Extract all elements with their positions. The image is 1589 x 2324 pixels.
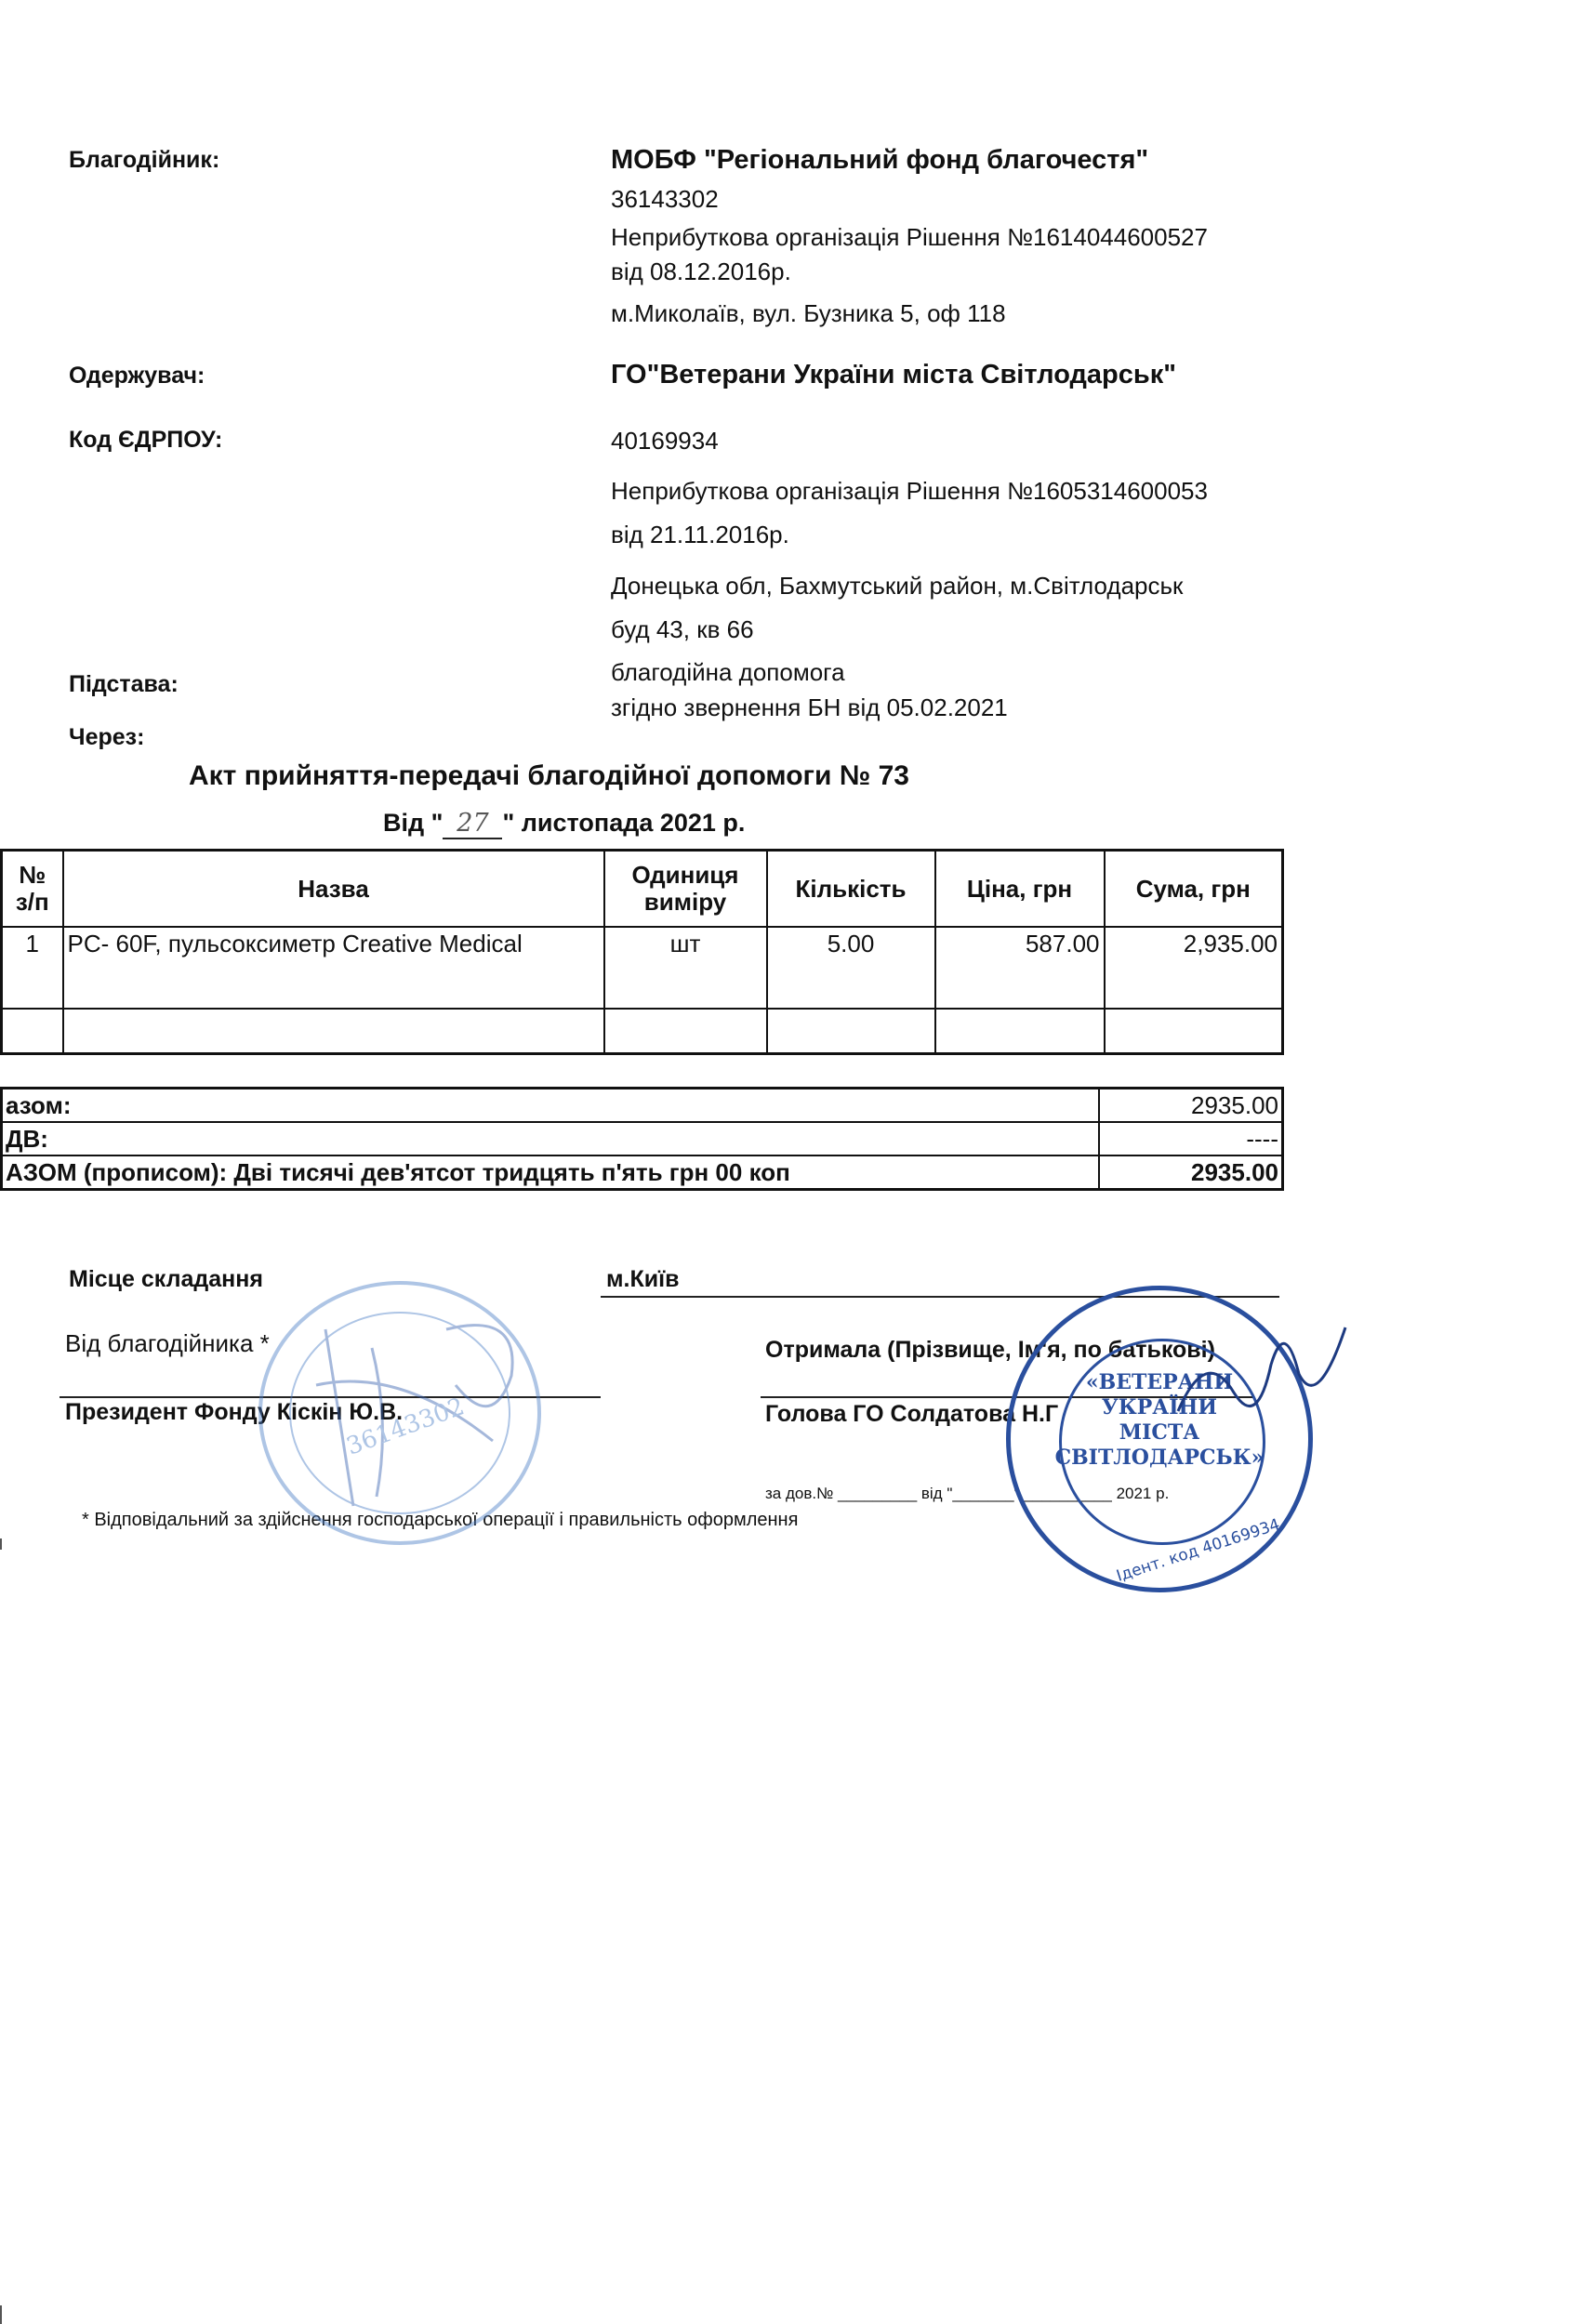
recipient-stamp-line-2: УКРАЇНИ — [1101, 1395, 1218, 1419]
recipient-code-label: Код ЄДРПОУ: — [69, 427, 223, 453]
donor-signer: Президент Фонду Кіскін Ю.В. — [65, 1399, 404, 1425]
donor-stamp-code: 36143302 — [342, 1393, 469, 1461]
total-words-row — [2, 1155, 1283, 1190]
recipient-signer: Голова ГО Солдатова Н.Г — [765, 1401, 1059, 1427]
via-label: Через: — [69, 724, 145, 750]
recipient-stamp — [1006, 1286, 1313, 1592]
vat-value: ---- — [1099, 1122, 1283, 1155]
recipient-label: Одержувач: — [69, 363, 205, 389]
donor-code: 36143302 — [611, 185, 719, 213]
basis-line-1: благодійна допомога — [611, 658, 845, 686]
basis-label: Підстава: — [69, 671, 179, 697]
row-sum: 2,935.00 — [1105, 927, 1283, 1009]
table-row-empty — [2, 1009, 1283, 1054]
footnote: * Відповідальний за здійснення господарської операції і правильність оформлення — [82, 1510, 799, 1530]
total-words-value: 2935.00 — [1099, 1155, 1283, 1190]
row-price: 587.00 — [935, 927, 1105, 1009]
recipient-status-date: від 21.11.2016р. — [611, 521, 789, 548]
totals-table — [0, 1087, 1284, 1191]
items-header-row — [2, 851, 1283, 928]
donor-status-date: від 08.12.2016р. — [611, 257, 791, 285]
header-unit: Одиниця виміру — [604, 851, 767, 928]
donor-label: Благодійник: — [69, 147, 220, 173]
donor-name: МОБФ "Регіональний фонд благочестя" — [611, 145, 1149, 175]
act-date — [383, 809, 745, 839]
total-label: азом: — [2, 1089, 1099, 1123]
place-value: м.Київ — [606, 1266, 680, 1292]
from-donor-label: Від благодійника * — [65, 1329, 270, 1357]
header-name: Назва — [63, 851, 604, 928]
recipient-address-2: буд 43, кв 66 — [611, 615, 754, 643]
basis-line-2: згідно звернення БН від 05.02.2021 — [611, 693, 1008, 721]
header-number: № з/п — [2, 851, 63, 928]
header-quantity: Кількість — [767, 851, 935, 928]
vat-label: ДВ: — [2, 1122, 1099, 1155]
recipient-stamp-line-1: «ВЕТЕРАНИ — [1085, 1370, 1234, 1394]
donor-address: м.Миколаїв, вул. Бузника 5, оф 118 — [611, 299, 1006, 327]
recipient-address-1: Донецька обл, Бахмутський район, м.Світлодарськ — [611, 572, 1184, 600]
act-date-day: 27 — [443, 809, 502, 839]
recipient-signature-graphic — [1169, 1309, 1355, 1439]
table-row — [2, 927, 1283, 1009]
header-price: Ціна, грн — [935, 851, 1105, 928]
total-words: АЗОМ (прописом): Дві тисячі дев'ятсот тридцять п'ять грн 00 коп — [2, 1155, 1099, 1190]
recipient-code: 40169934 — [611, 427, 719, 455]
row-item-name: PC- 60F, пульсоксиметр Creative Medical — [63, 927, 604, 1009]
total-value: 2935.00 — [1099, 1089, 1283, 1123]
total-row — [2, 1089, 1283, 1123]
row-number: 1 — [2, 927, 63, 1009]
scan-mark — [0, 1538, 2, 1550]
donor-status: Неприбуткова організація Рішення №1614044600527 — [611, 223, 1208, 251]
recipient-stamp-line-3: МІСТА — [1119, 1420, 1200, 1445]
vat-row — [2, 1122, 1283, 1155]
place-label: Місце складання — [69, 1266, 263, 1292]
header-sum: Сума, грн — [1105, 851, 1283, 928]
items-table — [0, 849, 1284, 1055]
act-date-prefix: Від " — [383, 809, 444, 837]
row-unit: шт — [604, 927, 767, 1009]
recipient-status: Неприбуткова організація Рішення №1605314600053 — [611, 477, 1208, 505]
act-date-suffix: " листопада 2021 р. — [502, 809, 746, 837]
recipient-name: ГО"Ветерани України міста Світлодарськ" — [611, 360, 1176, 390]
row-quantity: 5.00 — [767, 927, 935, 1009]
recipient-stamp-code: Ідент. код 40169934 — [1114, 1515, 1283, 1586]
received-label: Отримала (Прізвище, Ім'я, по батькові) — [765, 1337, 1215, 1363]
donor-stamp — [214, 1274, 586, 1552]
recipient-stamp-line-4: СВІТЛОДАРСЬК» — [1054, 1446, 1265, 1470]
scan-mark-bottom — [0, 2305, 2, 2324]
proxy-line: за дов.№ _________ від "_______" __________ 2021 р. — [765, 1485, 1170, 1502]
act-title: Акт прийняття-передачі благодійної допомоги № 73 — [189, 760, 909, 791]
